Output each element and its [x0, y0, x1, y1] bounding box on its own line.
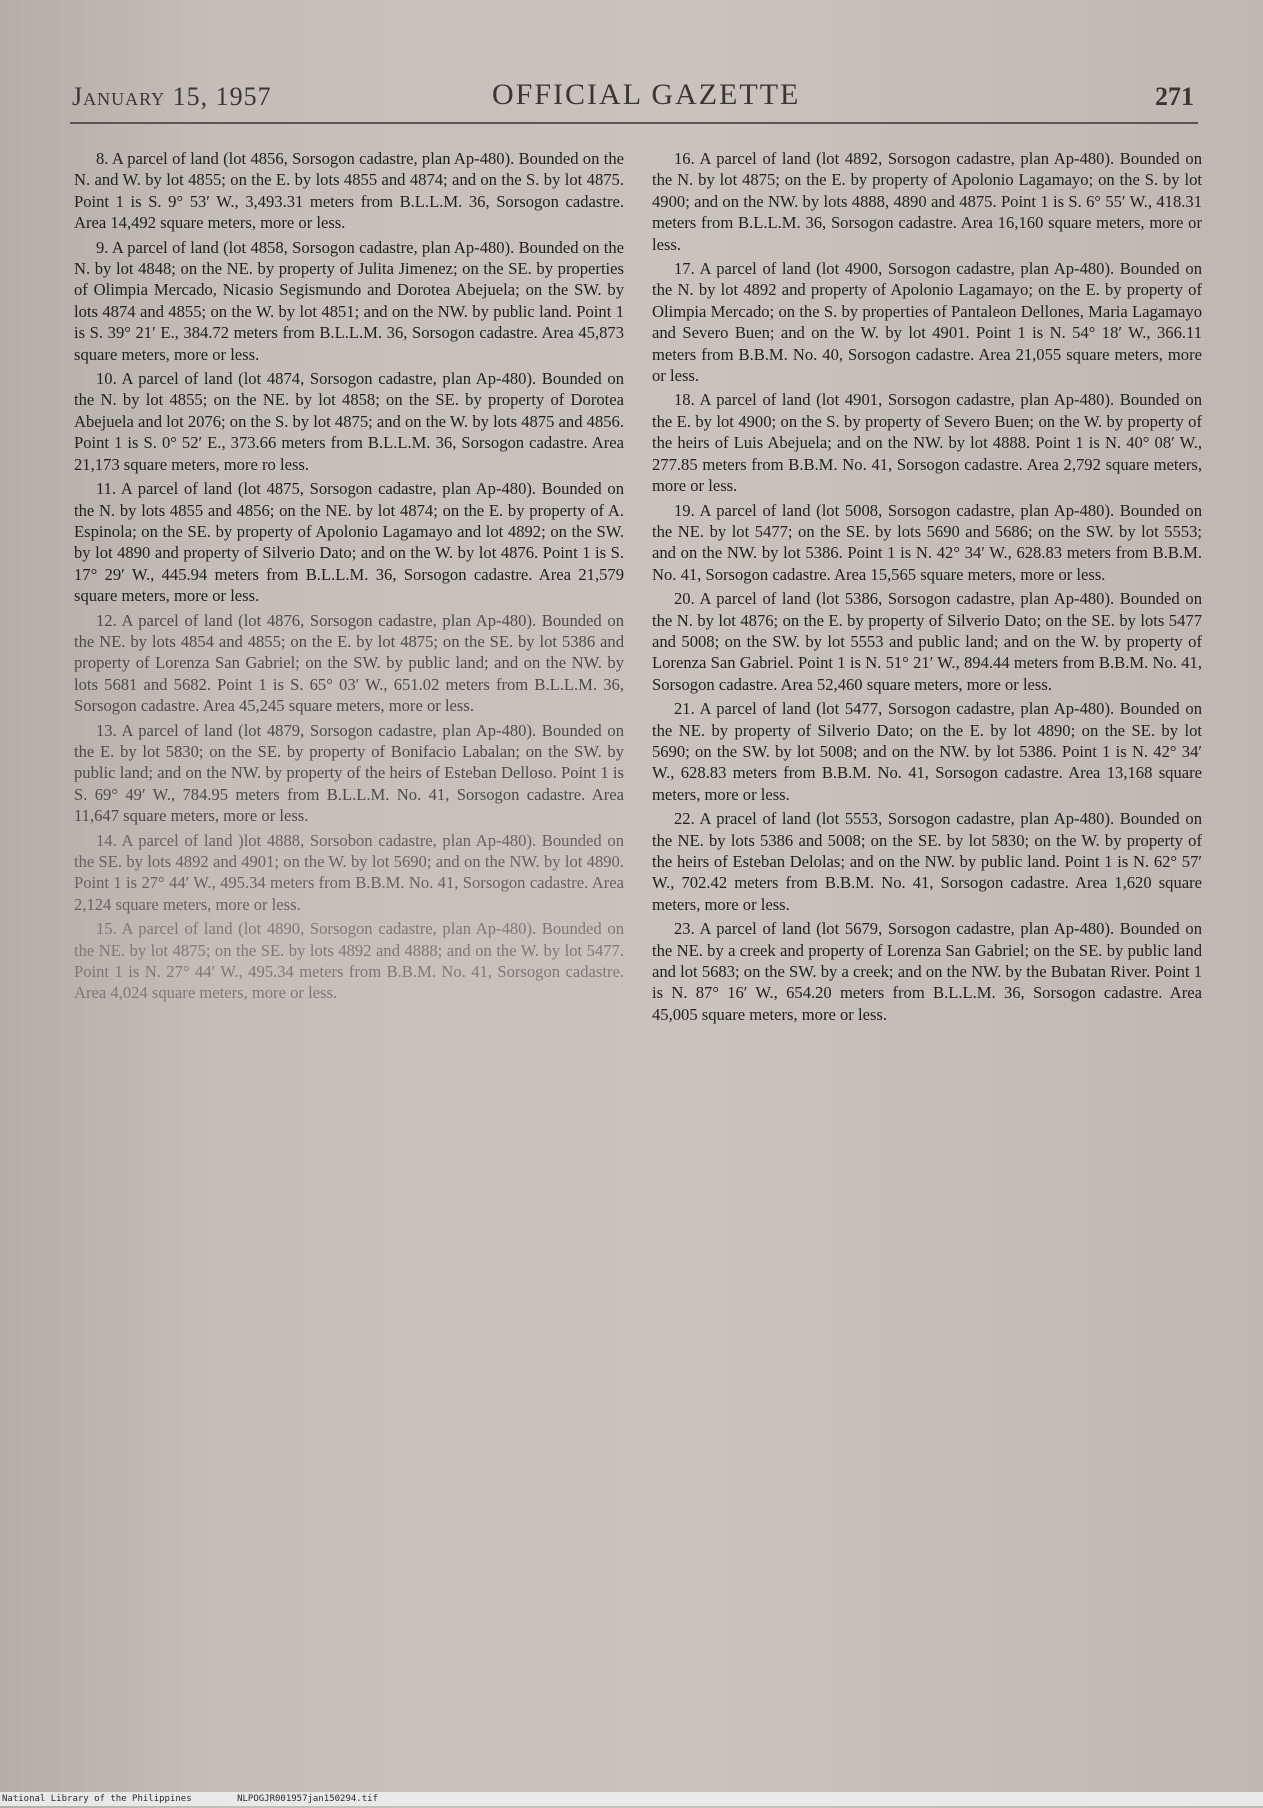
paragraph-15: 15. A parcel of land (lot 4890, Sorsogon cadastre, plan Ap-480). Bounded on the NE. by lot 4875; on the SE. by lots 4892 and 4888; and on the W. by lot 5477. Point 1 is N. 27° 44′ W., 495.34 meters from B.B.M. No. 41, Sorsogon cadastre. Area 4,024 square meters, more or less. [74, 919, 624, 1003]
paragraph-18: 18. A parcel of land (lot 4901, Sorsogon cadastre, plan Ap-480). Bounded on the E. by lot 4900; on the S. by property of Severo Buen; on the W. by property of the heirs of Luis Abejuela; and on the NW. by lot 4888. Point 1 is N. 40° 08′ W., 277.85 meters from B.B.M. No. 41, Sorsogon cadastre. Area 2,792 square meters, more or less. [652, 390, 1202, 496]
header-rule [70, 122, 1198, 124]
paragraph-13: 13. A parcel of land (lot 4879, Sorsogon cadastre, plan Ap-480). Bounded on the E. by lot 5830; on the SE. by property of Bonifacio Labalan; on the SW. by public land; and on the NW. by property of the heirs of Esteban Delloso. Point 1 is S. 69° 49′ W., 784.95 meters from B.L.L.M. No. 41, Sorsogon cadastre. Area 11,647 square meters, more or less. [74, 720, 624, 826]
paragraph-20: 20. A parcel of land (lot 5386, Sorsogon cadastre, plan Ap-480). Bounded on the N. by lot 4876; on the E. by property of Silverio Dato; on the SE. by lots 5477 and 5008; on the SW. by lot 5553 and public land; and on the W. by property of Lorenza San Gabriel. Point 1 is N. 51° 21′ W., 894.44 meters from B.B.M. No. 41, Sorsogon cadastre. Area 52,460 square meters, more or less. [652, 589, 1202, 694]
left-column [74, 148, 624, 1007]
paragraph-12: 12. A parcel of land (lot 4876, Sorsogon cadastre, plan Ap-480). Bounded on the NE. by lots 4854 and 4855; on the E. by lot 4875; on the SE. by lot 5386 and property of Lorenza San Gabriel; on the SW. by public land; and on the NW. by lots 5681 and 5682. Point 1 is S. 65° 03′ W., 651.02 meters from B.L.L.M. 36, Sorsogon cadastre. Area 45,245 square meters, more or less. [74, 610, 624, 716]
scan-footer [0, 1792, 1263, 1806]
paragraph-19: 19. A parcel of land (lot 5008, Sorsogon cadastre, plan Ap-480). Bounded on the NE. by lot 5477; on the SE. by lots 5690 and 5686; on the SW. by lot 5553; and on the NW. by lot 5386. Point 1 is N. 42° 34′ W., 628.83 meters from B.B.M. No. 41, Sorsogon cadastre. Area 15,565 square meters, more or less. [652, 500, 1202, 584]
header-title: OFFICIAL GAZETTE [492, 78, 801, 111]
paragraph-8: 8. A parcel of land (lot 4856, Sorsogon cadastre, plan Ap-480). Bounded on the N. and W. by lot 4855; on the E. by lots 4855 and 4874; and on the S. by lot 4875. Point 1 is S. 9° 53′ W., 3,493.31 meters from B.L.L.M. 36, Sorsogon cadastre. Area 14,492 square meters, more or less. [74, 149, 624, 233]
paragraph-14: 14. A parcel of land )lot 4888, Sorsobon cadastre, plan Ap-480). Bounded on the SE. by lots 4892 and 4901; on the W. by lot 5690; and on the NW. by lot 4890. Point 1 is 27° 44′ W., 495.34 meters from B.B.M. No. 41, Sorsogon cadastre. Area 2,124 square meters, more or less. [74, 830, 624, 914]
paragraph-16: 16. A parcel of land (lot 4892, Sorsogon cadastre, plan Ap-480). Bounded on the N. by lot 4875; on the E. by property of Apolonio Lagamayo; on the S. by lot 4900; and on the NW. by lots 4888, 4890 and 4875. Point 1 is S. 6° 55′ W., 418.31 meters from B.L.L.M. 36, Sorsogon cadastre. Area 16,160 square meters, more or less. [652, 149, 1202, 254]
footer-file: NLPOGJR001957jan150294.tif [237, 1794, 378, 1804]
paragraph-10: 10. A parcel of land (lot 4874, Sorsogon cadastre, plan Ap-480). Bounded on the N. by lot 4855; on the NE. by lot 4858; on the SE. by property of Dorotea Abejuela and lot 2076; on the S. by lot 4875; and on the W. by lots 4875 and 4856. Point 1 is S. 0° 52′ E., 373.66 meters from B.L.L.M. 36, Sorsogon cadastre. Area 21,173 square meters, more ro less. [74, 369, 624, 474]
footer-library: National Library of the Philippines [2, 1794, 192, 1804]
paragraph-11: 11. A parcel of land (lot 4875, Sorsogon cadastre, plan Ap-480). Bounded on the N. by lots 4855 and 4856; on the NE. by lot 4874; on the E. by property of A. Espinola; on the SE. by property of Apolonio Lagamayo and lot 4892; on the SW. by lot 4890 and property of Silverio Dato; and on the W. by lot 4876. Point 1 is S. 17° 29′ W., 445.94 meters from B.L.L.M. 36, Sorsogon cadastre. Area 21,579 square meters, more or less. [74, 479, 624, 606]
right-column [652, 148, 1202, 1028]
page-header [72, 78, 1194, 122]
paragraph-17: 17. A parcel of land (lot 4900, Sorsogon cadastre, plan Ap-480). Bounded on the N. by lot 4892 and property of Apolonio Lagamayo; on the E. by property of Olimpia Mercado; on the S. by properties of Pantaleon Dellones, Maria Lagamayo and Severo Buen; and on the W. by lot 4901. Point 1 is N. 54° 18′ W., 366.11 meters from B.B.M. No. 40, Sorsogon cadastre. Area 21,055 square meters, more or less. [652, 259, 1202, 386]
header-date: January 15, 1957 [72, 82, 272, 111]
paragraph-9: 9. A parcel of land (lot 4858, Sorsogon cadastre, plan Ap-480). Bounded on the N. by lot 4848; on the NE. by property of Julita Jimenez; on the SE. by properties of Olimpia Mercado, Nicasio Segismundo and Dorotea Abejuela; on the SW. by lots 4874 and 4855; on the W. by lot 4851; and on the NW. by public land. Point 1 is S. 39° 21′ E., 384.72 meters from B.L.L.M. 36, Sorsogon cadastre. Area 45,873 square meters, more or less. [74, 237, 624, 364]
page-number: 271 [1155, 82, 1194, 111]
paragraph-23: 23. A parcel of land (lot 5679, Sorsogon cadastre, plan Ap-480). Bounded on the NE. by a creek and property of Lorenza San Gabriel; on the SE. by public land and lot 5683; on the SW. by a creek; and on the NW. by the Bubatan River. Point 1 is N. 87° 16′ W., 654.20 meters from B.L.L.M. 36, Sorsogon cadastre. Area 45,005 square meters, more or less. [652, 919, 1202, 1024]
paragraph-21: 21. A parcel of land (lot 5477, Sorsogon cadastre, plan Ap-480). Bounded on the NE. by property of Silverio Dato; on the E. by lot 4890; on the SE. by lot 5690; on the SW. by lot 5008; and on the NW. by lot 5386. Point 1 is N. 42° 34′ W., 628.83 meters from B.B.M. No. 41, Sorsogon cadastre. Area 13,168 square meters, more or less. [652, 699, 1202, 804]
paragraph-22: 22. A pracel of land (lot 5553, Sorsogon cadastre, plan Ap-480). Bounded on the NE. by lots 5386 and 5008; on the SE. by lot 5830; on the W. by property of the heirs of Esteban Delolas; and on the NW. by public land. Point 1 is N. 62° 57′ W., 702.42 meters from B.B.M. No. 41, Sorsogon cadastre. Area 1,620 square meters, more or less. [652, 809, 1202, 914]
